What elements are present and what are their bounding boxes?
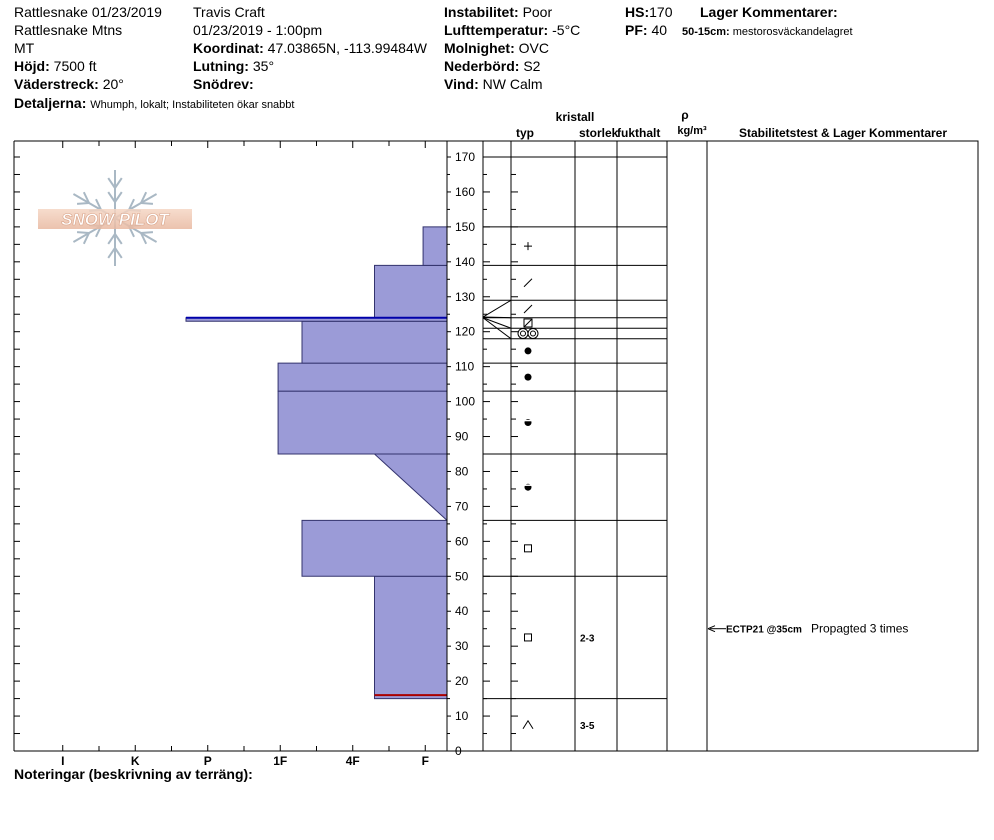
state-text: MT xyxy=(14,40,35,56)
crystal-dot-icon xyxy=(525,374,532,381)
y-tick-label: 150 xyxy=(455,219,476,234)
hardness-label: I xyxy=(61,754,65,768)
y-tick-label: 170 xyxy=(455,150,476,164)
crystal-slash-icon xyxy=(524,279,532,287)
density-header: kg/m³ xyxy=(677,125,707,137)
hardness-layer xyxy=(278,363,447,391)
moisture-header: fukthalt xyxy=(617,126,661,140)
coord-label: Koordinat: xyxy=(193,40,264,56)
y-tick-label: 60 xyxy=(455,534,469,549)
hardness-layer xyxy=(375,454,448,520)
test-code: ECTP21 @35cm xyxy=(726,624,802,636)
flake-branch xyxy=(115,234,122,244)
flake-branch xyxy=(108,248,115,258)
layer-connector xyxy=(483,300,511,317)
instability-value: Poor xyxy=(522,4,553,20)
crystal-ring-inner-icon xyxy=(531,331,536,336)
hardness-profile xyxy=(186,157,447,751)
coord-value: 47.03865N, -113.99484W xyxy=(267,40,427,56)
column-headers xyxy=(516,108,947,140)
hardness-label: P xyxy=(203,754,212,768)
flake-branch xyxy=(115,178,122,188)
datetime-text: 01/23/2019 - 1:00pm xyxy=(193,22,323,38)
aspect-label: Väderstreck: xyxy=(14,76,99,92)
elevation-value: 7500 ft xyxy=(53,58,97,74)
y-tick-label: 130 xyxy=(455,289,476,304)
layer-connector xyxy=(483,318,511,328)
y-tick-label: 120 xyxy=(455,324,476,339)
slope-value: 35° xyxy=(252,58,275,74)
crystal-square-icon xyxy=(525,545,532,552)
crystal-size-label: 3-5 xyxy=(580,720,595,732)
aspect-value: 20° xyxy=(102,76,124,92)
type-header: typ xyxy=(516,126,534,140)
stability-header: Stabilitetstest & Lager Kommentarer xyxy=(738,126,948,140)
details-label: Detaljerna: xyxy=(14,95,87,111)
logo-text: SNOW PILOT xyxy=(61,210,169,229)
precip-label: Nederbörd: xyxy=(444,58,520,74)
pf-value: 40 xyxy=(651,22,668,38)
chart-frames xyxy=(14,141,978,751)
layer-comment-text: mestorosväckandelagret xyxy=(732,26,853,38)
hs-label: HS: xyxy=(625,4,650,20)
y-tick-label: 30 xyxy=(455,639,469,654)
snowpilot-logo xyxy=(38,170,192,266)
sky-label: Molnighet: xyxy=(444,40,515,56)
flake-branch xyxy=(77,232,89,233)
observer-text: Travis Craft xyxy=(193,4,265,20)
y-tick-label: 50 xyxy=(455,569,469,584)
y-tick-label: 110 xyxy=(455,359,475,374)
hardness-layer xyxy=(375,265,448,317)
size-header: storlek xyxy=(579,126,619,140)
crystal-ring-inner-icon xyxy=(521,331,526,336)
flake-branch xyxy=(108,178,115,188)
airtemp-value: -5°C xyxy=(552,22,581,38)
instability-label: Instabilitet: xyxy=(444,4,519,20)
crystal-slash-icon xyxy=(524,305,532,313)
hardness-layer xyxy=(423,227,447,265)
crystal-header: kristall xyxy=(555,110,595,124)
slope-label: Lutning: xyxy=(193,58,249,74)
crystal-box-slash-icon xyxy=(524,319,532,327)
y-tick-label: 40 xyxy=(455,604,469,619)
precip-value: S2 xyxy=(523,58,541,74)
y-tick-label: 90 xyxy=(455,429,469,444)
location-text: Rattlesnake 01/23/2019 xyxy=(14,4,162,20)
crystal-square-icon xyxy=(525,634,532,641)
pf-label: PF: xyxy=(625,22,648,38)
right-panel-frame xyxy=(483,141,978,751)
y-tick-label: 100 xyxy=(455,394,476,409)
sky-value: OVC xyxy=(518,40,549,56)
hardness-label: 4F xyxy=(345,754,360,768)
hardness-label: 1F xyxy=(273,754,288,768)
flake-branch xyxy=(77,203,89,204)
elevation-label: Höjd: xyxy=(14,58,50,74)
hs-value: 170 xyxy=(649,4,673,20)
flake-branch xyxy=(141,232,153,233)
test-comment: Propagted 3 times xyxy=(811,621,909,636)
hardness-layer xyxy=(278,391,447,454)
layer-comment-depth: 50-15cm: xyxy=(682,26,730,38)
hardness-layer xyxy=(302,520,447,576)
crystal-ring-icon xyxy=(528,328,538,338)
flake-branch xyxy=(115,192,122,202)
hardness-label: K xyxy=(130,754,140,768)
hardness-layer xyxy=(302,321,447,363)
y-tick-label: 160 xyxy=(455,184,476,199)
flake-branch xyxy=(108,234,115,244)
crystal-ring-icon xyxy=(518,328,528,338)
y-tick-label: 10 xyxy=(455,709,469,724)
airtemp-label: Lufttemperatur: xyxy=(444,22,549,38)
drift-label: Snödrev: xyxy=(193,76,254,92)
crystal-plus-icon xyxy=(524,242,532,250)
y-tick-label: 0 xyxy=(455,744,462,758)
layer-connector xyxy=(483,317,511,318)
range-text: Rattlesnake Mtns xyxy=(14,22,123,38)
wind-value: NW Calm xyxy=(482,76,543,92)
y-tick-label: 80 xyxy=(455,464,469,479)
hardness-label: F xyxy=(421,754,429,768)
rho-header: ρ xyxy=(681,108,689,122)
y-tick-label: 140 xyxy=(455,254,476,269)
crystal-caret-icon xyxy=(523,721,533,729)
crystal-dot-icon xyxy=(525,347,532,354)
layer-comments-label: Lager Kommentarer: xyxy=(700,4,838,20)
hardness-layer xyxy=(375,576,448,698)
stability-tests xyxy=(708,622,908,636)
details-value: Whumph, lokalt; Instabiliteten ökar snabbt xyxy=(90,99,295,111)
notes-label: Noteringar (beskrivning av terräng): xyxy=(14,766,253,782)
crystal-size-label: 2-3 xyxy=(580,633,595,645)
y-tick-label: 70 xyxy=(455,499,469,514)
wind-label: Vind: xyxy=(444,76,479,92)
crystal-symbols xyxy=(518,242,595,732)
flake-branch xyxy=(115,248,122,258)
flake-branch xyxy=(141,203,153,204)
flake-branch xyxy=(108,192,115,202)
y-tick-label: 20 xyxy=(455,674,469,689)
